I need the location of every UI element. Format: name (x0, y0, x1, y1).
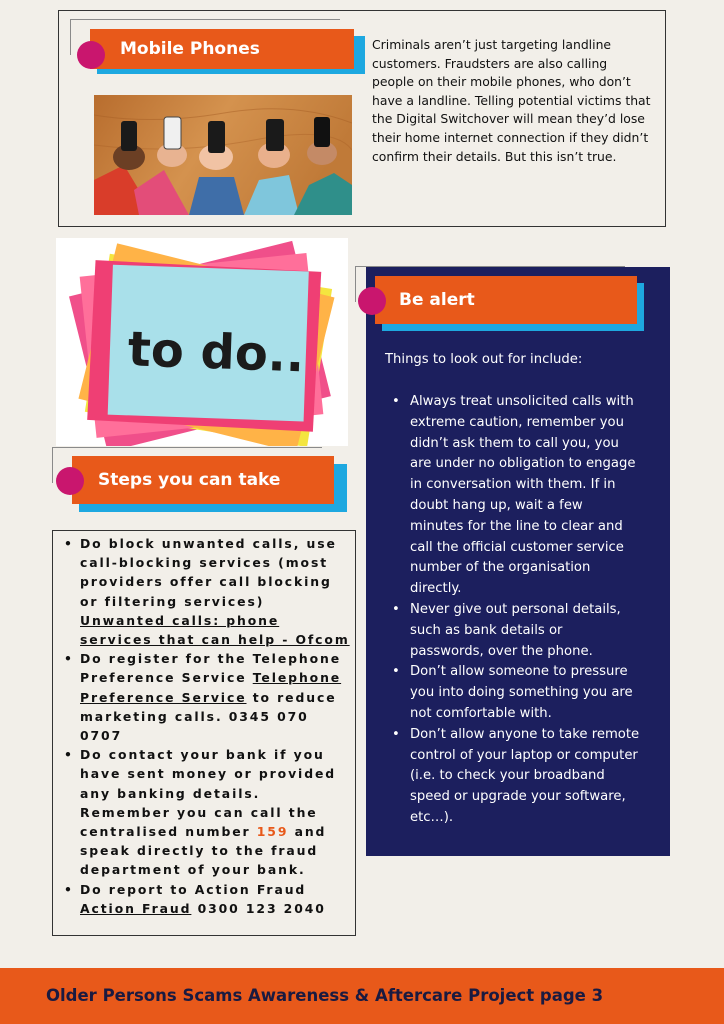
list-item: • Don’t allow someone to pressure you into doing something you are not comfortable with. (390, 662, 640, 724)
be-alert-heading: Be alert (399, 290, 475, 310)
list-item: • Do contact your bank if you have sent money or provided any banking details. Remember you can call the centralised number 159 and speak directly to the fraud department of your bank. (62, 745, 352, 879)
heading-dot-icon (358, 287, 386, 315)
page-footer (0, 968, 724, 1024)
heading-dot-icon (77, 41, 105, 69)
list-item: • Do block unwanted calls, use call-blocking services (most providers offer call blocking or filtering services) Unwanted calls: phone services that can help - Ofcom (62, 534, 352, 649)
hands-holding-phones-image (94, 95, 352, 215)
list-item: • Never give out personal details, such as bank details or passwords, over the phone. (390, 600, 640, 662)
footer-text: Older Persons Scams Awareness & Aftercare Project page 3 (46, 986, 604, 1005)
steps-heading: Steps you can take (98, 470, 281, 490)
tps-link[interactable]: Telephone Preference Service (80, 670, 342, 705)
list-item: • Do register for the Telephone Preference Service Telephone Preference Service to reduce marketing calls. 0345 070 0707 (62, 649, 352, 745)
bank-number-159: 159 (256, 824, 289, 840)
action-fraud-link[interactable]: Action Fraud (80, 900, 192, 916)
to-do-sticky-notes-image (56, 238, 348, 446)
list-item: • Always treat unsolicited calls with extreme caution, remember you didn’t ask them to call you, you are under no obligation to engage in conversation with them. If in doubt hang up, wait a few minutes for the line to clear and call the official customer service number of the organisation directly. (390, 392, 640, 600)
list-item: • Don’t allow anyone to take remote control of your laptop or computer (i.e. to check your broadband speed or upgrade your software, etc…). (390, 725, 640, 829)
be-alert-list (390, 392, 640, 829)
mobile-phones-heading: Mobile Phones (120, 39, 260, 59)
steps-list (62, 534, 352, 918)
be-alert-intro: Things to look out for include: (385, 352, 583, 367)
heading-dot-icon (56, 467, 84, 495)
list-item: • Do report to Action Fraud Action Fraud 0300 123 2040 (62, 880, 352, 918)
to-do-note-text: to do.. (127, 321, 306, 384)
ofcom-link[interactable]: Unwanted calls: phone services that can help - Ofcom (80, 612, 350, 648)
mobile-phones-body-text: Criminals aren’t just targeting landline customers. Fraudsters are also calling people on their mobile phones, who don’t have a landline. Telling potential victims that the Digital Switchover will mean they’d lose their home internet connection if they didn’t confirm their details. But this isn’t true. (372, 37, 651, 164)
